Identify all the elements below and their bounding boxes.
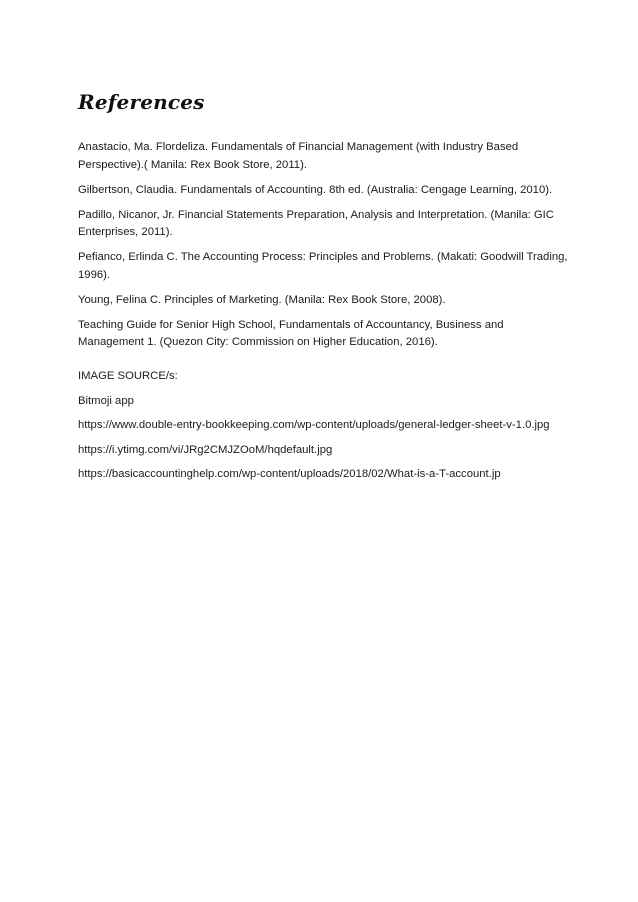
page-title: References (78, 90, 205, 114)
reference-entry: Padillo, Nicanor, Jr. Financial Statements Preparation, Analysis and Interpretation. (Manila: GIC Enterprises, 2011). (78, 208, 554, 238)
image-source-url: https://i.ytimg.com/vi/JRg2CMJZOoM/hqdefault.jpg (78, 443, 333, 456)
reference-entry: Young, Felina C. Principles of Marketing. (Manila: Rex Book Store, 2008). (78, 293, 446, 306)
references-list (78, 139, 568, 359)
image-sources-heading: IMAGE SOURCE/s: (78, 370, 178, 382)
image-source-url: https://basicaccountinghelp.com/wp-content/uploads/2018/02/What-is-a-T-account.jp (78, 468, 501, 480)
reference-entry: Gilbertson, Claudia. Fundamentals of Accounting. 8th ed. (Australia: Cengage Learning, 2010). (78, 183, 553, 196)
reference-entry: Teaching Guide for Senior High School, Fundamentals of Accountancy, Business and Management 1. (Quezon City: Commission on Higher Education, 2016). (78, 318, 504, 348)
reference-entry: Anastacio, Ma. Flordeliza. Fundamentals of Financial Management (with Industry Based Perspective).( Manila: Rex Book Store, 2011). (78, 141, 519, 171)
image-sources-section (78, 368, 598, 491)
image-source-item: Bitmoji app (78, 394, 134, 407)
reference-entry: Pefianco, Erlinda C. The Accounting Process: Principles and Problems. (Makati: Goodwill Trading, 1996). (78, 251, 568, 281)
image-source-url: https://www.double-entry-bookkeeping.com/wp-content/uploads/general-ledger-sheet-v-1.0.jpg (78, 419, 550, 431)
